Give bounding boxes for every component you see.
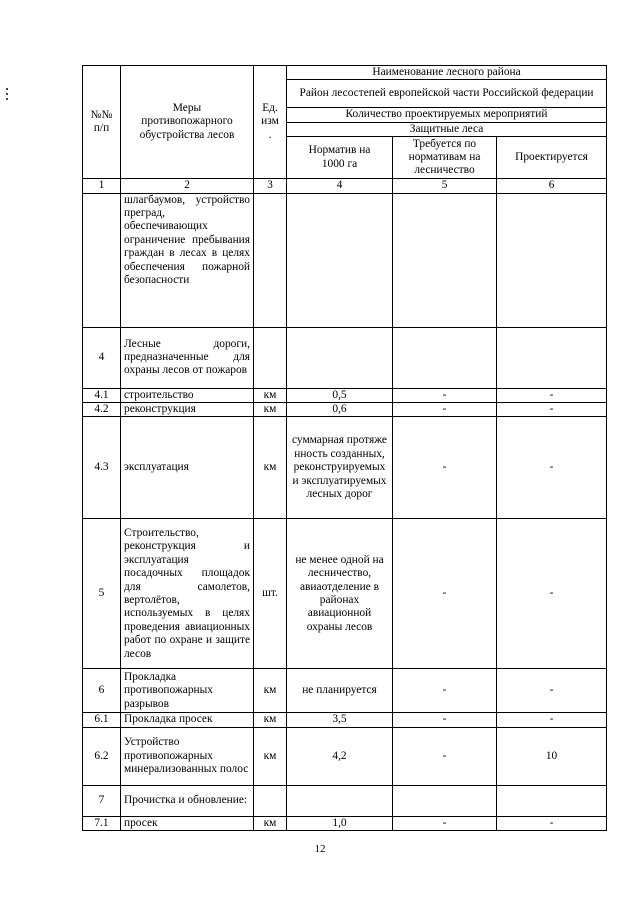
header-required: Требуется по нормативам на лесничество	[393, 137, 497, 179]
row-measure: Прокладка просек	[121, 713, 254, 727]
header-forest-region: Район лесостепей европейской части Российской федерации	[287, 80, 607, 108]
table-row	[83, 388, 607, 402]
row-num: 4	[83, 327, 121, 388]
col-number: 4	[287, 179, 393, 193]
header-row-1	[83, 66, 607, 80]
header-num: №№ п/п	[83, 66, 121, 179]
row-norm: не менее одной на лесничество, авиаотделение в районах авиационной охраны лесов	[287, 519, 393, 669]
row-required	[393, 327, 497, 388]
row-norm: суммарная протяженность созданных, реконструируемых и эксплуатируемых лесных дорог	[287, 417, 393, 519]
page-number: 12	[314, 843, 326, 855]
row-unit	[254, 785, 287, 816]
row-num: 5	[83, 519, 121, 669]
row-required: -	[393, 713, 497, 727]
col-number: 2	[121, 179, 254, 193]
row-measure: шлагбаумов, устройство преград, обеспечивающих ограничение пребывания граждан в лесах в целях обеспечения пожарной безопасности	[121, 193, 254, 327]
row-measure: просек	[121, 816, 254, 830]
row-unit: км	[254, 388, 287, 402]
fire-prevention-table	[82, 65, 607, 831]
header-projected: Проектируется	[497, 137, 607, 179]
row-num: 7.1	[83, 816, 121, 830]
row-norm	[287, 327, 393, 388]
row-norm: 0,5	[287, 388, 393, 402]
col-number: 5	[393, 179, 497, 193]
row-required: -	[393, 727, 497, 785]
row-measure: Устройство противопожарных минерализованных полос	[121, 727, 254, 785]
row-required	[393, 193, 497, 327]
row-norm: 1,0	[287, 816, 393, 830]
table-row	[83, 327, 607, 388]
margin-marks	[6, 88, 9, 98]
column-numbers-row	[83, 179, 607, 193]
row-required: -	[393, 388, 497, 402]
col-number: 3	[254, 179, 287, 193]
row-projected: -	[497, 519, 607, 669]
table-row	[83, 816, 607, 830]
row-unit: км	[254, 727, 287, 785]
row-projected: -	[497, 388, 607, 402]
row-required	[393, 785, 497, 816]
row-norm: 4,2	[287, 727, 393, 785]
row-required: -	[393, 417, 497, 519]
table-row	[83, 669, 607, 713]
table-row	[83, 519, 607, 669]
row-unit: км	[254, 669, 287, 713]
table-row	[83, 193, 607, 327]
header-unit: Ед. изм .	[254, 66, 287, 179]
row-measure: Прокладка противопожарных разрывов	[121, 669, 254, 713]
header-forest-type: Защитные леса	[287, 122, 607, 136]
row-unit: км	[254, 713, 287, 727]
table-row	[83, 785, 607, 816]
row-num: 4.1	[83, 388, 121, 402]
row-required: -	[393, 403, 497, 417]
row-num: 6.1	[83, 713, 121, 727]
row-unit: км	[254, 417, 287, 519]
row-unit	[254, 327, 287, 388]
header-measures: Меры противопожарного обустройства лесов	[121, 66, 254, 179]
table-row	[83, 403, 607, 417]
row-num: 6.2	[83, 727, 121, 785]
row-projected: 10	[497, 727, 607, 785]
row-norm: 3,5	[287, 713, 393, 727]
row-unit	[254, 193, 287, 327]
table-row	[83, 713, 607, 727]
row-projected	[497, 327, 607, 388]
row-num: 4.3	[83, 417, 121, 519]
row-measure: Строительство, реконструкция и эксплуатация посадочных площадок для самолетов, вертолётов, используемых в целях проведения авиационных работ по охране и защите лесов	[121, 519, 254, 669]
table-row	[83, 417, 607, 519]
row-measure: эксплуатация	[121, 417, 254, 519]
row-unit: км	[254, 816, 287, 830]
table-row	[83, 727, 607, 785]
row-num: 6	[83, 669, 121, 713]
row-required: -	[393, 816, 497, 830]
row-required: -	[393, 669, 497, 713]
row-projected: -	[497, 816, 607, 830]
col-number: 1	[83, 179, 121, 193]
row-projected: -	[497, 669, 607, 713]
row-measure: Лесные дороги, предназначенные для охраны лесов от пожаров	[121, 327, 254, 388]
row-norm: 0,6	[287, 403, 393, 417]
header-quantity-title: Количество проектируемых мероприятий	[287, 108, 607, 122]
row-unit: шт.	[254, 519, 287, 669]
row-projected: -	[497, 417, 607, 519]
header-forest-region-title: Наименование лесного района	[287, 66, 607, 80]
row-measure: Прочистка и обновление:	[121, 785, 254, 816]
row-measure: реконструкция	[121, 403, 254, 417]
row-norm	[287, 193, 393, 327]
row-norm: не планируется	[287, 669, 393, 713]
row-measure: строительство	[121, 388, 254, 402]
row-projected: -	[497, 713, 607, 727]
row-required: -	[393, 519, 497, 669]
row-projected	[497, 193, 607, 327]
row-num: 4.2	[83, 403, 121, 417]
row-projected: -	[497, 403, 607, 417]
col-number: 6	[497, 179, 607, 193]
row-num: 7	[83, 785, 121, 816]
row-num	[83, 193, 121, 327]
row-norm	[287, 785, 393, 816]
header-norm: Норматив на 1000 га	[287, 137, 393, 179]
row-unit: км	[254, 403, 287, 417]
row-projected	[497, 785, 607, 816]
